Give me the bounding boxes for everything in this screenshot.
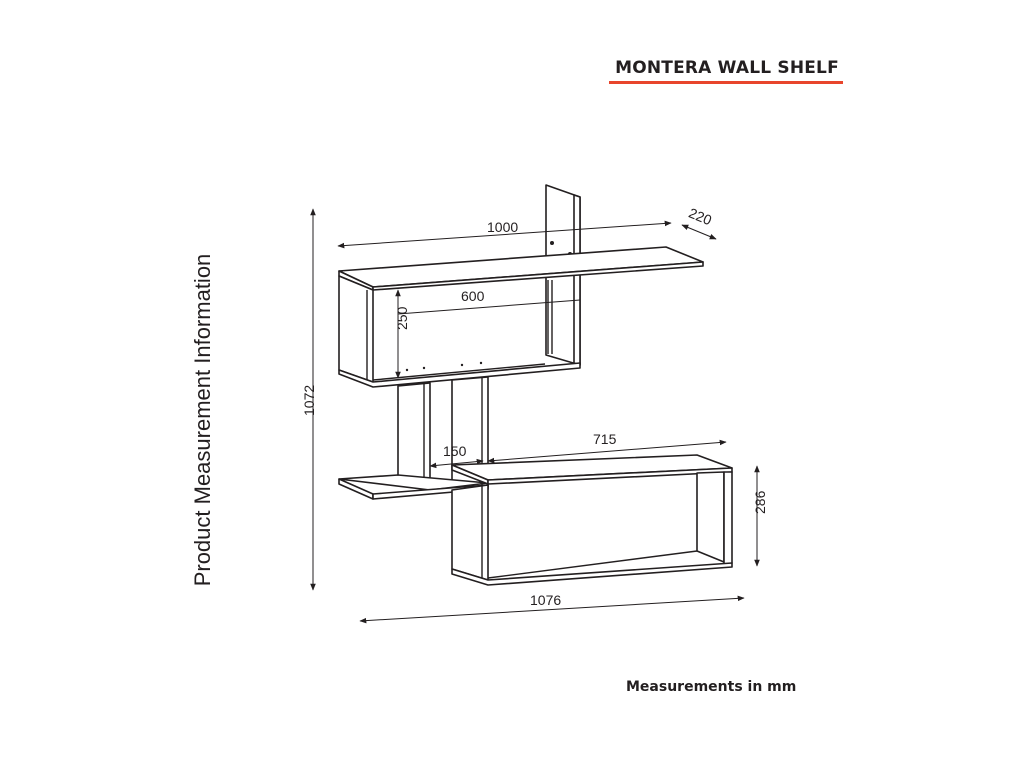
- dim-total-width: 1076: [530, 592, 562, 608]
- dim-inner-width: 600: [461, 288, 485, 304]
- product-title: MONTERA WALL SHELF: [615, 58, 839, 78]
- upper-box: [339, 276, 580, 387]
- lower-box: [452, 455, 732, 585]
- dim-top-length: 1000: [487, 219, 519, 235]
- mounting-hole-icon: [550, 241, 554, 245]
- dim-lower-length: 715: [593, 431, 617, 447]
- units-note: Measurements in mm: [626, 679, 797, 695]
- dim-divider-gap: 150: [443, 443, 467, 459]
- side-label: Product Measurement Information: [190, 253, 215, 587]
- dim-total-height: 1072: [301, 384, 317, 416]
- dim-inner-height: 250: [394, 306, 410, 330]
- top-shelf: [339, 247, 703, 290]
- dim-line-depth: [682, 225, 716, 239]
- dim-depth: 220: [686, 204, 715, 229]
- dim-lower-height: 286: [752, 490, 768, 514]
